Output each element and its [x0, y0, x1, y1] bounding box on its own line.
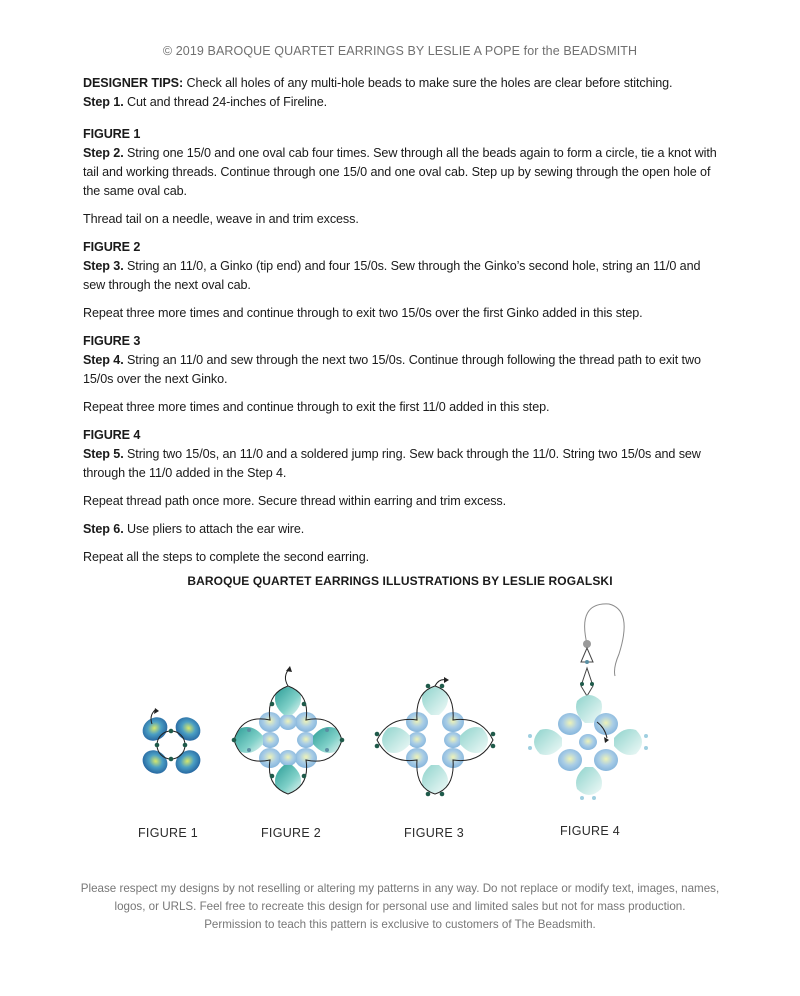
step-4-label: Step 4.	[83, 353, 124, 367]
step-6-text: Use pliers to attach the ear wire.	[123, 522, 305, 536]
figure-4-heading: FIGURE 4	[83, 428, 141, 442]
footer-line-2: logos, or URLS. Feel free to recreate this design for personal use and limited sales but not for mass production.	[114, 900, 686, 913]
copyright-header: © 2019 BAROQUE QUARTET EARRINGS BY LESLIE A POPE for the BEADSMITH	[162, 44, 638, 58]
figure-3-note: Repeat three more times and continue through to exit the first 11/0 added in this step.	[83, 400, 550, 414]
figure-1-note: Thread tail on a needle, weave in and trim excess.	[83, 212, 359, 226]
figure-4-label: FIGURE 4	[560, 824, 621, 838]
step-4	[83, 351, 723, 389]
step-5	[83, 445, 723, 483]
step-1-text: Cut and thread 24-inches of Fireline.	[123, 95, 328, 109]
figure-1-heading: FIGURE 1	[83, 127, 141, 141]
step-2	[83, 144, 723, 201]
designer-tips-text: Check all holes of any multi-hole beads to make sure the holes are clear before stitching.	[183, 76, 673, 90]
step-1	[83, 93, 723, 112]
step-2-label: Step 2.	[83, 146, 124, 160]
figure-2-diagram	[232, 666, 345, 794]
step-6-label: Step 6.	[83, 522, 124, 536]
footer-line-1: Please respect my designs by not reselling or altering my patterns in any way. Do not replace or modify text, images, names,	[80, 882, 720, 895]
figure-4-diagram	[528, 604, 648, 800]
illustrations-panel	[0, 596, 800, 856]
figure-3-label: FIGURE 3	[404, 826, 465, 840]
figure-2-heading: FIGURE 2	[83, 240, 141, 254]
illustrations-title: BAROQUE QUARTET EARRINGS ILLUSTRATIONS BY LESLIE ROGALSKI	[187, 574, 613, 588]
footer-line-3: Permission to teach this pattern is exclusive to customers of The Beadsmith.	[204, 918, 596, 931]
figure-3-heading: FIGURE 3	[83, 334, 141, 348]
instructions	[83, 74, 723, 576]
footer-notice	[70, 880, 730, 934]
step-2-text: String one 15/0 and one oval cab four times. Sew through all the beads again to form a circle, tie a knot with tail and working threads. Continue through one 15/0 and one oval cab. Step up by sewing through the open hole of the same oval cab.	[83, 146, 717, 198]
step-4-text: String an 11/0 and sew through the next two 15/0s. Continue through following the thread path to exit two 15/0s over the next Ginko.	[83, 353, 701, 386]
step-5-text: String two 15/0s, an 11/0 and a soldered jump ring. Sew back through the 11/0. String two 15/0s and sew through the 11/0 added in the Step 4.	[83, 447, 701, 480]
step-3-text: String an 11/0, a Ginko (tip end) and four 15/0s. Sew through the Ginko’s second hole, string an 11/0 and sew through the next oval cab.	[83, 259, 701, 292]
figure-1-diagram	[138, 708, 205, 778]
step-3-label: Step 3.	[83, 259, 124, 273]
figure-4-note: Repeat thread path once more. Secure thread within earring and trim excess.	[83, 494, 507, 508]
figure-3-diagram	[375, 677, 496, 796]
step-6	[83, 520, 723, 539]
bead-diagrams	[0, 596, 800, 856]
designer-tips	[83, 74, 723, 93]
figure-2-note: Repeat three more times and continue through to exit two 15/0s over the first Ginko added in this step.	[83, 306, 643, 320]
final-note: Repeat all the steps to complete the second earring.	[83, 550, 370, 564]
figure-2-label: FIGURE 2	[261, 826, 322, 840]
step-1-label: Step 1.	[83, 95, 124, 109]
step-3	[83, 257, 723, 295]
step-5-label: Step 5.	[83, 447, 124, 461]
figure-1-label: FIGURE 1	[138, 826, 199, 840]
designer-tips-label: DESIGNER TIPS:	[83, 76, 184, 90]
